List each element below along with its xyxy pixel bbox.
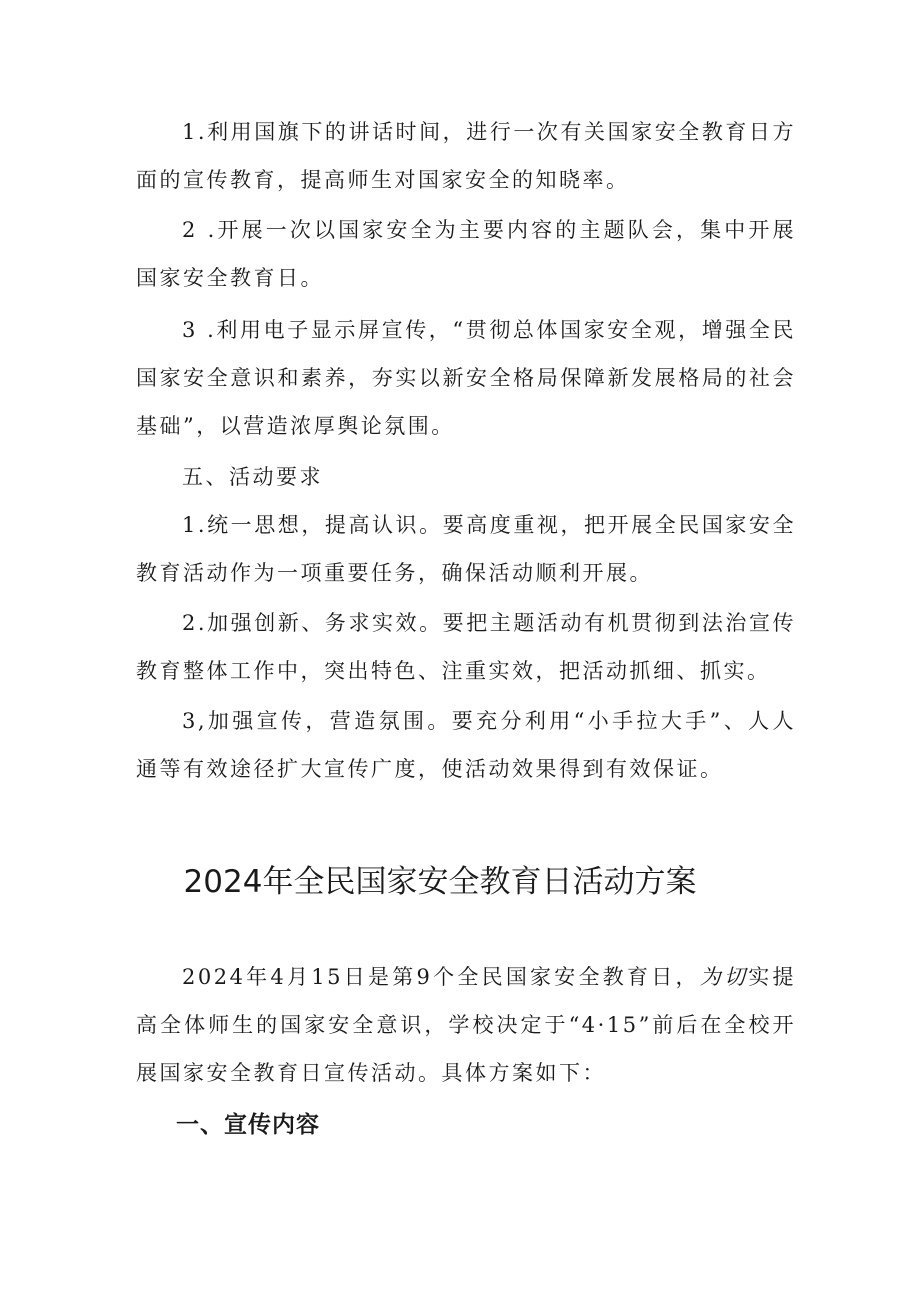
intro-text-part1: 2024年4月15日是第9个全民国家安全教育日，	[182, 965, 700, 989]
requirement-item-1: 1.统一思想，提高认识。要高度重视，把开展全民国家安全教育活动作为一项重要任务，确保活动顺利开展。	[136, 513, 796, 585]
section-five-heading: 五、活动要求	[182, 465, 323, 489]
document-title: 2024年全民国家安全教育日活动方案	[183, 864, 697, 900]
intro-paragraph	[136, 953, 796, 1097]
requirement-item-2: 2.加强创新、务求实效。要把主题活动有机贯彻到法治宣传教育整体工作中，突出特色、注重实效，把活动抓细、抓实。	[136, 611, 796, 683]
intro-text-part2: 实提高全体师生的国家安全意识，学校决定于“4·15”前后在全校开展国家安全教育日宣传活动。具体方案如下：	[136, 965, 797, 1085]
intro-text-italic: 为切	[699, 965, 749, 989]
activity-item-2: 2 .开展一次以国家安全为主要内容的主题队会，集中开展国家安全教育日。	[136, 218, 796, 290]
requirement-item-3: 3,加强宣传，营造氛围。要充分利用“小手拉大手”、人人通等有效途径扩大宣传广度，使活动效果得到有效保证。	[136, 709, 796, 781]
section-one-heading: 一、宣传内容	[176, 1112, 320, 1138]
activity-item-1: 1.利用国旗下的讲话时间，进行一次有关国家安全教育日方面的宣传教育，提高师生对国家安全的知晓率。	[136, 120, 796, 192]
activity-item-3: 3 .利用电子显示屏宣传，“贯彻总体国家安全观，增强全民国家安全意识和素养，夯实以新安全格局保障新发展格局的社会基础”，以营造浓厚舆论氛围。	[136, 318, 796, 438]
